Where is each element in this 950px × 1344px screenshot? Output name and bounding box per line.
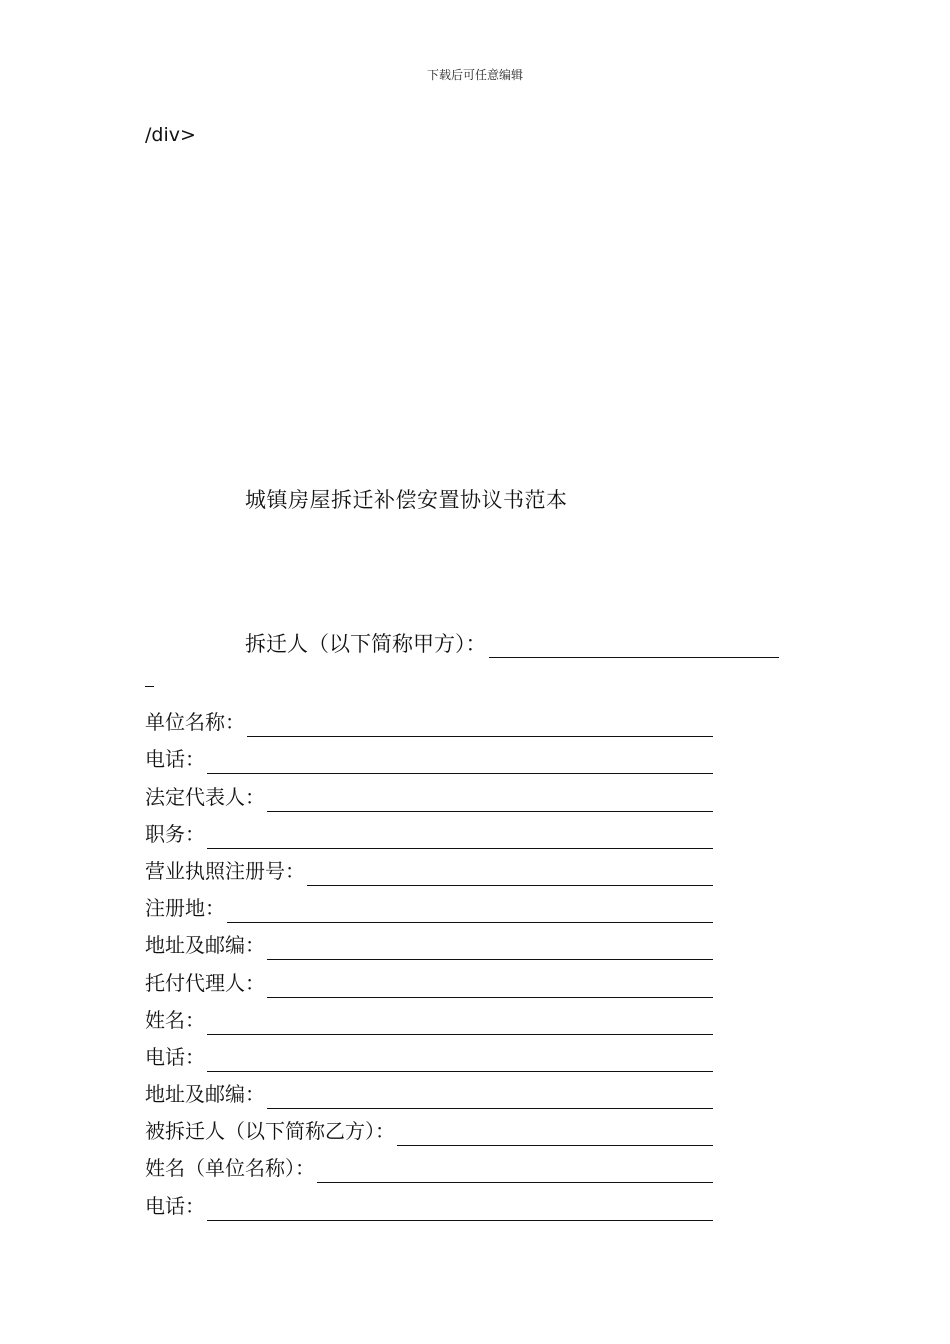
- field-blank[interactable]: [207, 1194, 713, 1221]
- wrapped-underline-tail: [145, 686, 154, 687]
- demolisher-blank[interactable]: [489, 633, 779, 658]
- document-title: 城镇房屋拆迁补偿安置协议书范本: [245, 488, 568, 512]
- field-label: 营业执照注册号：: [145, 858, 305, 883]
- field-agent-address-postcode: [145, 1072, 713, 1109]
- field-blank[interactable]: [267, 1082, 713, 1109]
- field-registered-place: [145, 886, 713, 923]
- field-demolished-party: [145, 1109, 713, 1146]
- field-blank[interactable]: [227, 896, 713, 923]
- field-label: 地址及邮编：: [145, 933, 265, 958]
- field-blank[interactable]: [267, 785, 713, 812]
- field-address-postcode: [145, 923, 713, 960]
- demolisher-label: 拆迁人（以下简称甲方）：: [245, 632, 487, 656]
- field-blank[interactable]: [397, 1119, 713, 1146]
- field-label: 姓名（单位名称）：: [145, 1156, 315, 1181]
- field-party-b-phone: [145, 1183, 713, 1220]
- field-blank[interactable]: [207, 1045, 713, 1072]
- field-label: 姓名：: [145, 1007, 205, 1032]
- field-label: 电话：: [145, 1044, 205, 1069]
- field-party-b-name: [145, 1146, 713, 1183]
- party-fields: [145, 700, 713, 1221]
- field-blank[interactable]: [267, 933, 713, 960]
- field-label: 电话：: [145, 1193, 205, 1218]
- field-label: 地址及邮编：: [145, 1082, 265, 1107]
- field-label: 注册地：: [145, 896, 225, 921]
- field-blank[interactable]: [207, 822, 713, 849]
- field-unit-name: [145, 700, 713, 737]
- field-blank[interactable]: [307, 859, 713, 886]
- field-position: [145, 812, 713, 849]
- field-blank[interactable]: [267, 971, 713, 998]
- field-business-license: [145, 849, 713, 886]
- field-label: 托付代理人：: [145, 970, 265, 995]
- stray-markup-text: /div>: [145, 124, 196, 146]
- field-blank[interactable]: [317, 1156, 713, 1183]
- field-label: 被拆迁人（以下简称乙方）：: [145, 1119, 395, 1144]
- field-label: 电话：: [145, 747, 205, 772]
- field-name: [145, 998, 713, 1035]
- field-blank[interactable]: [207, 747, 713, 774]
- field-blank[interactable]: [247, 710, 713, 737]
- field-blank[interactable]: [207, 1008, 713, 1035]
- field-agent: [145, 960, 713, 997]
- field-label: 职务：: [145, 821, 205, 846]
- demolisher-line: [245, 628, 779, 658]
- field-legal-representative: [145, 774, 713, 811]
- field-agent-phone: [145, 1035, 713, 1072]
- field-phone: [145, 737, 713, 774]
- field-label: 单位名称：: [145, 710, 245, 735]
- header-note: 下载后可任意编辑: [426, 68, 523, 82]
- field-label: 法定代表人：: [145, 784, 265, 809]
